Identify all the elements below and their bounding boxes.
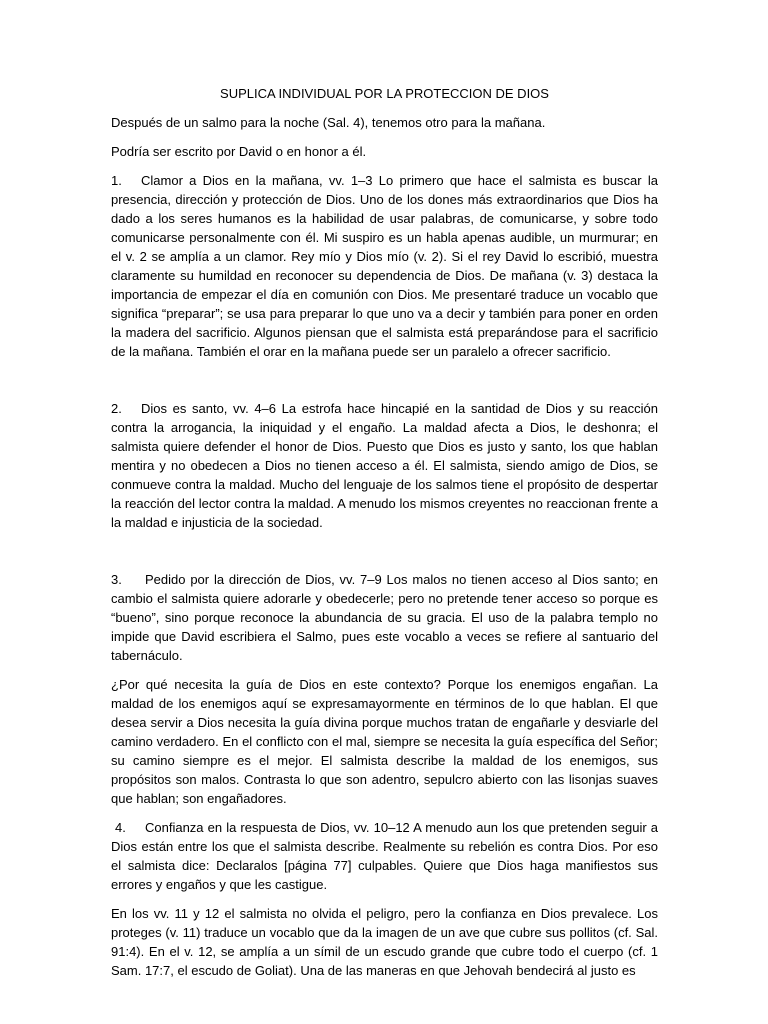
page-title: SUPLICA INDIVIDUAL POR LA PROTECCION DE DIOS — [220, 86, 549, 101]
spacer — [111, 542, 658, 570]
section-4-number: 4. — [115, 820, 126, 835]
section-3-number: 3. — [111, 572, 122, 587]
section-1-paragraph — [111, 171, 658, 361]
section-1-number: 1. — [111, 173, 122, 188]
guidance-paragraph: ¿Por qué necesita la guía de Dios en este contexto? Porque los enemigos engañan. La maldad de los enemigos aquí se expresamayormente en términos de lo que hablan. El que desea servir a Dios necesita la guía divina porque muchos tratan de engañarle y desviarle del camino verdadero. En el conflicto con el mal, siempre se necesita la guía específica del Señor; su camino siempre es el mejor. El salmista describe la maldad de los enemigos, sus propósitos son malos. Contrasta lo que son adentro, sepulcro abierto con las lisonjas suaves que hablan; son engañadores. — [111, 677, 658, 806]
section-2-text: Dios es santo, vv. 4–6 La estrofa hace hincapié en la santidad de Dios y su reacción contra la arrogancia, la iniquidad y el engaño. La maldad afecta a Dios, le deshonra; el salmista quiere defender el honor de Dios. Puesto que Dios es justo y santo, los que hablan mentira y no obedecen a Dios no tienen acceso a él. El salmista, siendo amigo de Dios, se conmueve contra la maldad. Mucho del lenguaje de los salmos tiene el propósito de despertar la reacción del lector contra la maldad. A menudo los mismos creyentes no reaccionan frente a la maldad e injusticia de la sociedad. — [111, 401, 658, 530]
section-2-paragraph — [111, 399, 658, 532]
section-2-number: 2. — [111, 401, 122, 416]
section-1-text: Clamor a Dios en la mañana, vv. 1–3 Lo primero que hace el salmista es buscar la presencia, dirección y protección de Dios. Uno de los dones más extraordinarios que Dios ha dado a los seres humanos es la habilidad de usar palabras, de comunicarse, y sobre todo comunicarse personalmente con él. Mi suspiro es un habla apenas audible, un murmurar; en el v. 2 se amplía a un clamor. Rey mío y Dios mío (v. 2). Si el rey David lo escribió, muestra claramente su humildad en reconocer su dependencia de Dios. De mañana (v. 3) destaca la importancia de empezar el día en comunión con Dios. Me presentaré traduce un vocablo que significa “preparar”; se usa para preparar lo que uno va a decir y también para poner en orden la madera del sacrificio. Algunos piensan que el salmista está preparándose para el sacrificio de la mañana. También el orar en la mañana puede ser un paralelo a ofrecer sacrificio. — [111, 173, 658, 359]
intro-paragraph: Después de un salmo para la noche (Sal. 4), tenemos otro para la mañana. — [111, 115, 546, 130]
closing-paragraph: En los vv. 11 y 12 el salmista no olvida el peligro, pero la confianza en Dios prevalece. Los proteges (v. 11) traduce un vocablo que da la imagen de un ave que cubre sus pollitos (cf. Sal. 91:4). En el v. 12, se amplía a un símil de un escudo grande que cubre todo el cuerpo (cf. 1 Sam. 17:7, el escudo de Goliat). Una de las maneras en que Jehovah bendecirá al justo es — [111, 906, 658, 978]
section-4-paragraph — [111, 818, 658, 894]
spacer — [111, 371, 658, 399]
section-3-text: Pedido por la dirección de Dios, vv. 7–9 Los malos no tienen acceso al Dios santo; en cambio el salmista quiere adorarle y obedecerle; pero no pretende tener acceso so porque es “bueno”, sino porque reconoce la abundancia de su gracia. El uso de la palabra templo no impide que David escribiera el Salmo, pues este vocablo a veces se refiere al santuario del tabernáculo. — [111, 572, 658, 663]
authorship-paragraph: Podría ser escrito por David o en honor a él. — [111, 144, 367, 159]
section-3-paragraph — [111, 570, 658, 665]
section-4-text: Confianza en la respuesta de Dios, vv. 10–12 A menudo aun los que pretenden seguir a Dios están entre los que el salmista describe. Realmente su rebelión es contra Dios. Por eso el salmista dice: Declaralos [página 77] culpables. Quiere que Dios haga manifiestos sus errores y engaños y que les castigue. — [111, 820, 658, 892]
